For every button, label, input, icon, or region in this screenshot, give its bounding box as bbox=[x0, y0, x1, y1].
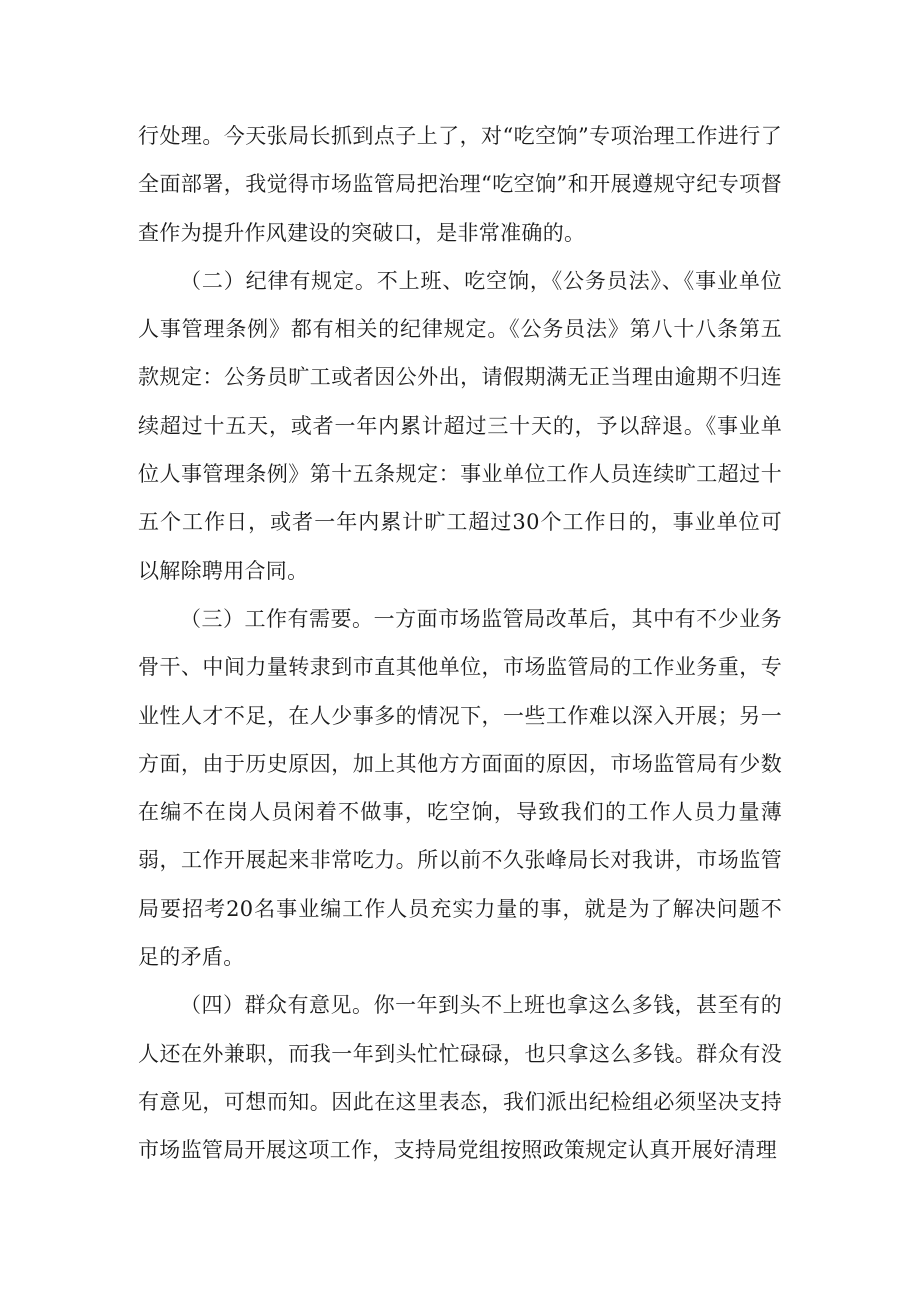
paragraph-continuation: 行处理。今天张局长抓到点子上了，对“吃空饷”专项治理工作进行了全面部署，我觉得市场监管局把治理“吃空饷”和开展遵规守纪专项督查作为提升作风建设的突破口，是非常准确的。 bbox=[138, 124, 782, 245]
paragraph-work-needs: （三）工作有需要。一方面市场监管局改革后，其中有不少业务骨干、中间力量转隶到市直其他单位，市场监管局的工作业务重，专业性人才不足，在人少事多的情况下，一些工作难以深入开展；另一方面，由于历史原因，加上其他方方面面的原因，市场监管局有少数在编不在岗人员闲着不做事，吃空饷，导致我们的工作人员力量薄弱，工作开展起来非常吃力。所以前不久张峰局长对我讲，市场监管局要招考20名事业编工作人员充实力量的事，就是为了解决问题不足的矛盾。 bbox=[138, 606, 782, 970]
paragraph-public-opinion: （四）群众有意见。你一年到头不上班也拿这么多钱，甚至有的人还在外兼职，而我一年到头忙忙碌碌，也只拿这么多钱。群众有没有意见，可想而知。因此在这里表态，我们派出纪检组必须坚决支持市场监管局开展这项工作，支持局党组按照政策规定认真开展好清理 bbox=[138, 993, 782, 1163]
paragraph-discipline: （二）纪律有规定。不上班、吃空饷，《公务员法》、《事业单位人事管理条例》都有相关的纪律规定。《公务员法》第八十八条第五款规定：公务员旷工或者因公外出，请假期满无正当理由逾期不归连续超过十五天，或者一年内累计超过三十天的，予以辞退。《事业单位人事管理条例》第十五条规定：事业单位工作人员连续旷工超过十五个工作日，或者一年内累计旷工超过30个工作日的，事业单位可以解除聘用合同。 bbox=[138, 268, 782, 583]
document-page bbox=[138, 112, 782, 1175]
